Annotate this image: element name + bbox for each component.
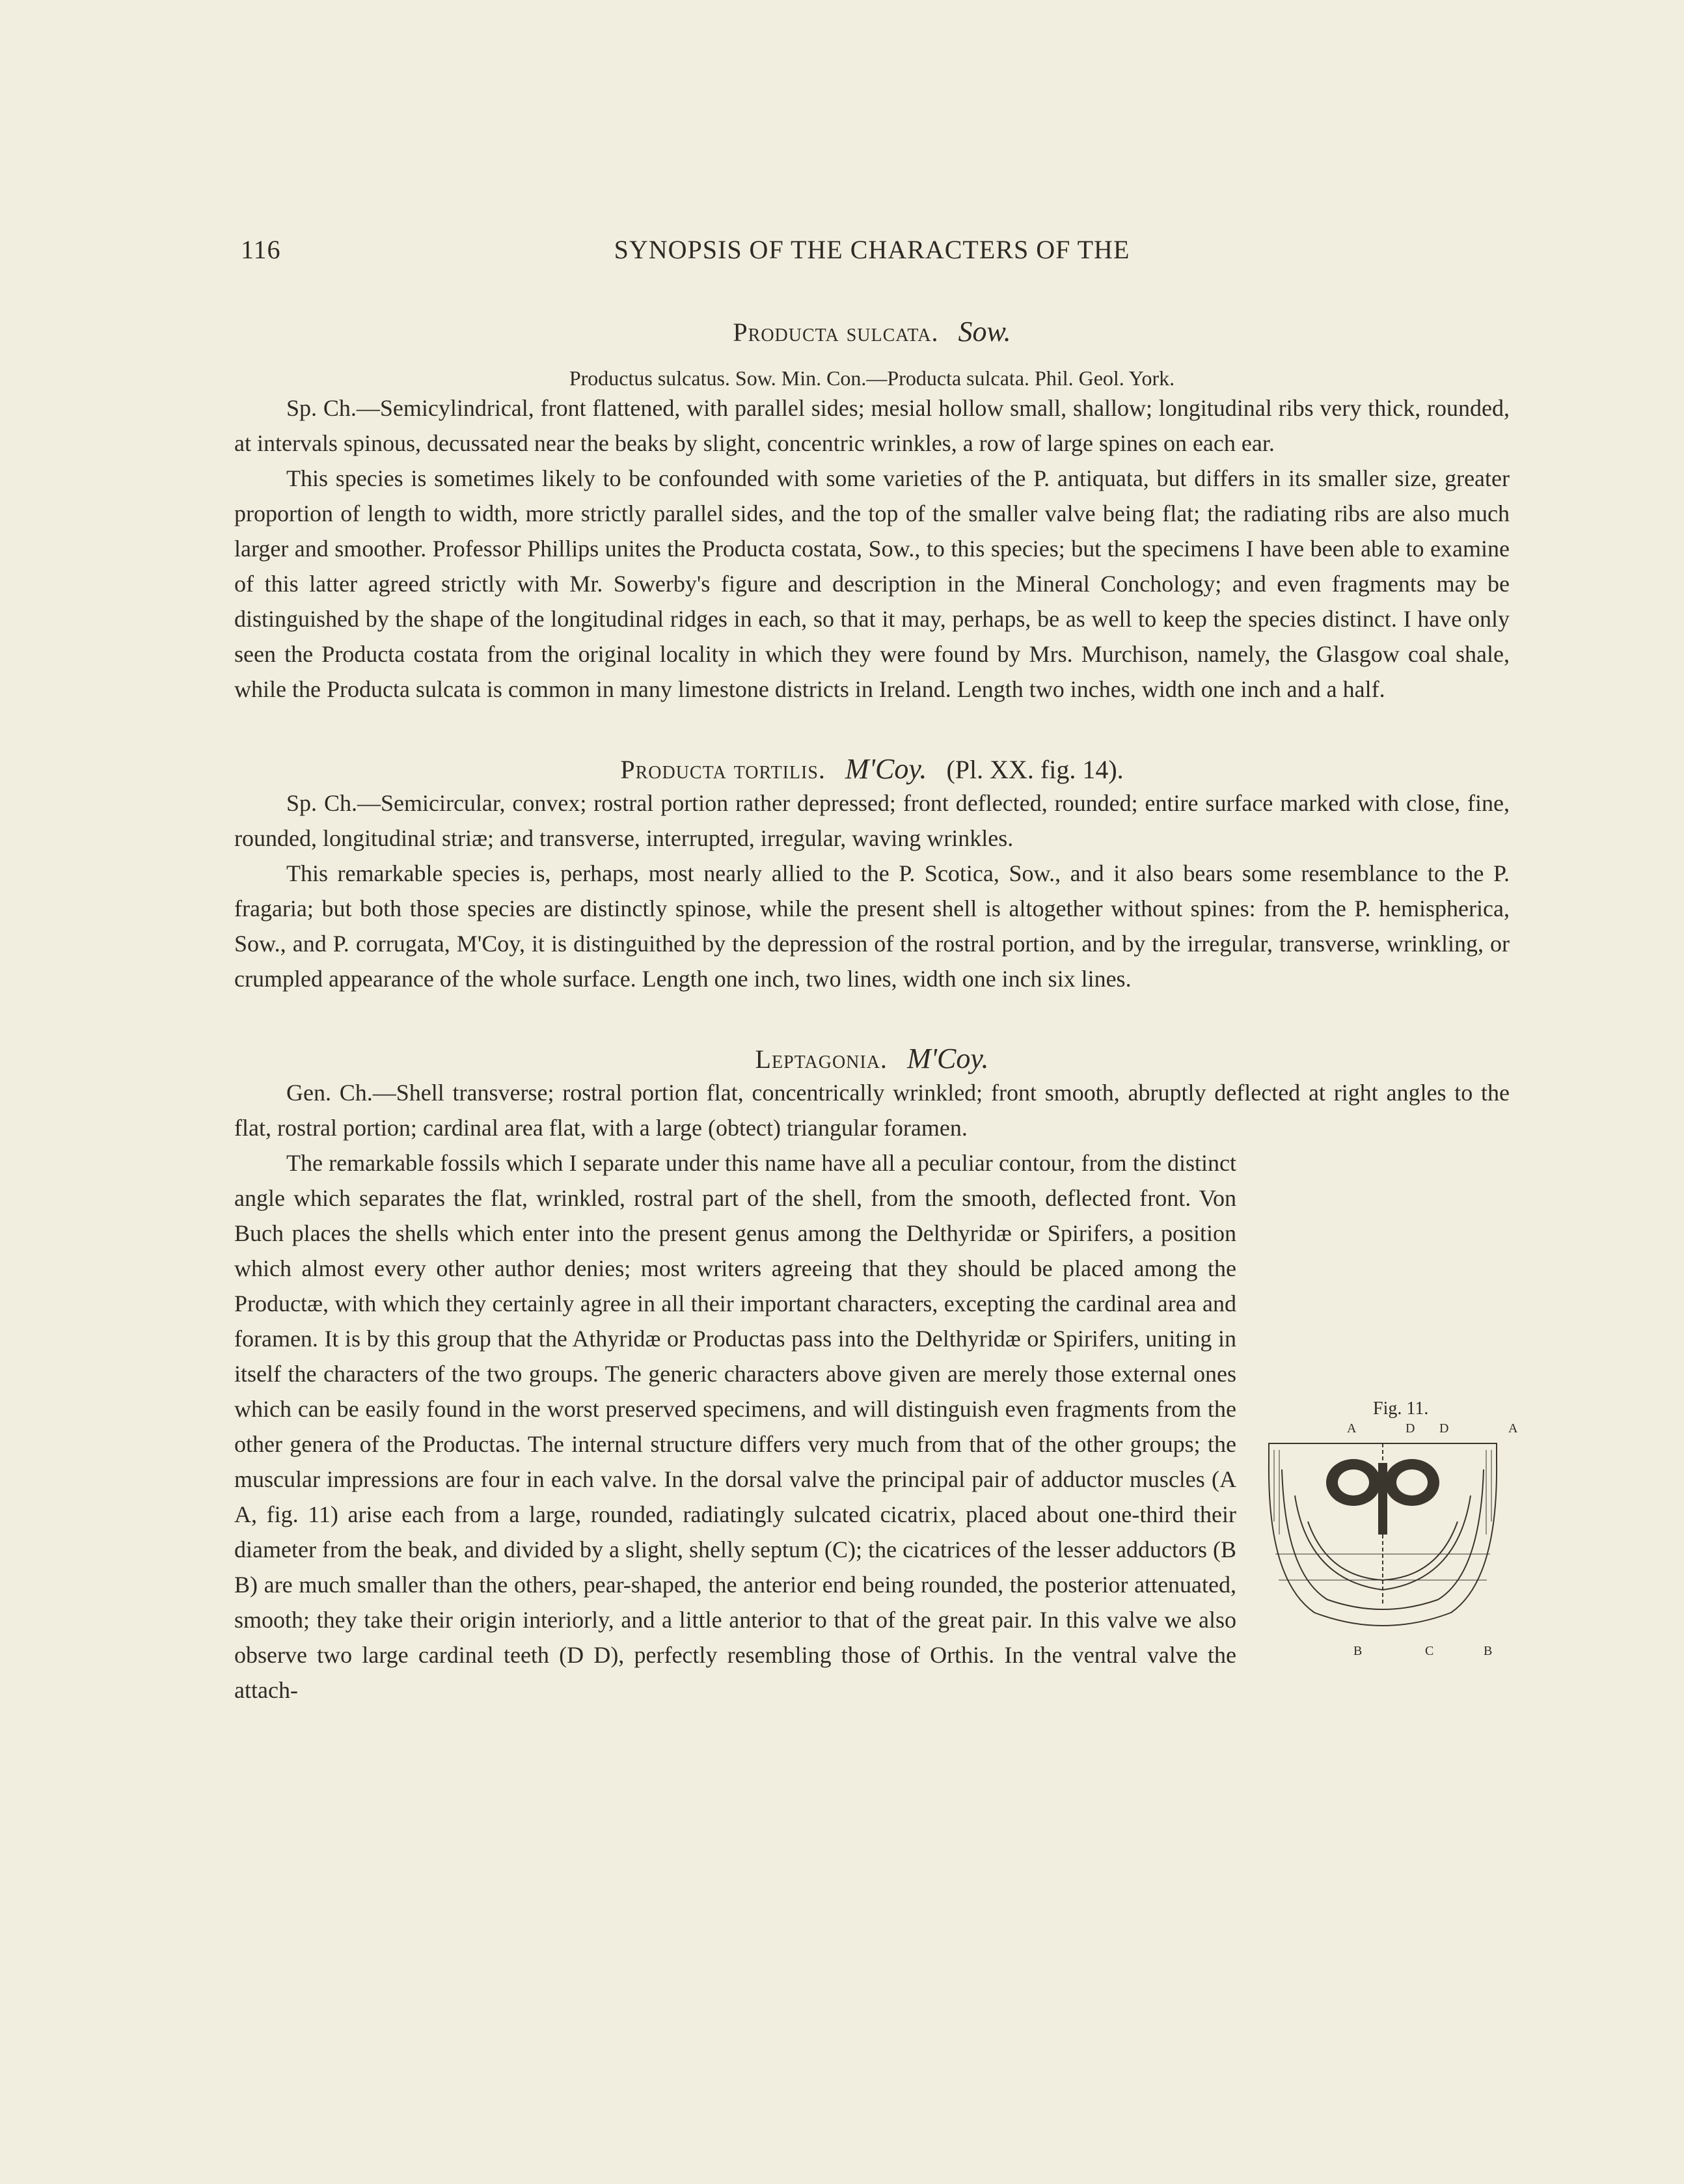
paragraph: Gen. Ch.—Shell transverse; rostral portion flat, concentrically wrinkled; front smooth, abruptly deflected at right angles to the flat, rostral portion; cardinal area flat, with a large (obtect) triangular foramen. bbox=[234, 1080, 1510, 1141]
section-heading: Producta sulcata. Sow. bbox=[733, 316, 1011, 348]
synonymy: Productus sulcatus. Sow. Min. Con.—Producta sulcata. Phil. Geol. York. bbox=[569, 366, 1175, 390]
paragraph bbox=[234, 1145, 1519, 1708]
shell-interior-illustration bbox=[1256, 1424, 1510, 1639]
paragraph-text: The remarkable fossils which I separate under this name have all a peculiar contour, from the distinct angle which separates the flat, wrinkled, rostral part of the shell, from the smooth, deflected front. Von Buch places the shells which enter into the present genus among the Delthyridæ or Spirifers, a position which almost every other author denies; most writers agreeing that they should be placed among the Productæ, with which they certainly agree in all their important characters, excepting the cardinal area and foramen. It is by this group that the Athyridæ or Productas pass into the Delthyridæ or Spirifers, uniting in itself the characters of the two groups. The generic characters above given are merely those external ones which can be easily found in the worst preserved specimens, and will distinguish even fragments from the other genera of the Productas. The internal structure differs very much from that of the other groups; the muscular impressions are four in each valve. In the dorsal valve the principal pair of adductor muscles (A A, fig. 11) arise each from a large, rounded, radiatingly sulcated cicatrix, placed about one-third their diameter from the beak, and divided by a slight, shelly septum (C); the cicatrices of the lesser adductors (B B) are much smaller than the others, pear-shaped, the anterior end being rounded, the posterior attenuated, smooth; they take their origin interiorly, and a little anterior to that of the great pair. In this valve we also observe two large cardinal teeth (D D), perfectly resembling those of Orthis. In the ventral valve the attach- bbox=[234, 1150, 1236, 1703]
figure-11: Fig. 11. A D D A B C B bbox=[1256, 1391, 1510, 1652]
section-heading: Leptagonia. M'Coy. bbox=[755, 1043, 989, 1074]
paragraph: Sp. Ch.—Semicircular, convex; rostral portion rather depressed; front deflected, rounded; entire surface marked with close, fine, rounded, longitudinal striæ; and transverse, interrupted, irregular, waving wrinkles. bbox=[234, 790, 1510, 851]
paragraph: This remarkable species is, perhaps, most nearly allied to the P. Scotica, Sow., and it also bears some resemblance to the P. fragaria; but both those species are distinctly spinose, while the present shell is altogether without spines: from the P. hemispherica, Sow., and P. corrugata, M'Coy, it is distinguithed by the depression of the rostral portion, and by the irregular, transverse, wrinkling, or crumpled appearance of the whole surface. Length one inch, two lines, width one inch six lines. bbox=[234, 860, 1510, 992]
running-title: SYNOPSIS OF THE CHARACTERS OF THE bbox=[614, 235, 1130, 264]
figure-caption: Fig. 11. bbox=[1373, 1399, 1429, 1419]
paragraph: This species is sometimes likely to be confounded with some varieties of the P. antiquata, but differs in its smaller size, greater proportion of length to width, more strictly parallel sides, and the top of the smaller valve being flat; the radiating ribs are also much larger and smoother. Professor Phillips unites the Producta costata, Sow., to this species; but the specimens I have been able to examine of this latter agreed strictly with Mr. Sowerby's figure and description in the Mineral Conchology; and even fragments may be distinguished by the shape of the longitudinal ridges in each, so that it may, perhaps, be as well to keep the species distinct. I have only seen the Producta costata from the original locality in which they were found by Mrs. Murchison, namely, the Glasgow coal shale, while the Producta sulcata is common in many limestone districts in Ireland. Length two inches, width one inch and a half. bbox=[234, 465, 1510, 702]
running-head bbox=[234, 234, 1510, 273]
paragraph: Sp. Ch.—Semicylindrical, front flattened, with parallel sides; mesial hollow small, shallow; longitudinal ribs very thick, rounded, at intervals spinous, decussated near the beaks by slight, concentric wrinkles, a row of large spines on each ear. bbox=[234, 395, 1510, 456]
page-number: 116 bbox=[241, 235, 281, 264]
book-page bbox=[234, 234, 1519, 1708]
section-heading: Producta tortilis. M'Coy. (Pl. XX. fig. 14). bbox=[620, 753, 1124, 785]
